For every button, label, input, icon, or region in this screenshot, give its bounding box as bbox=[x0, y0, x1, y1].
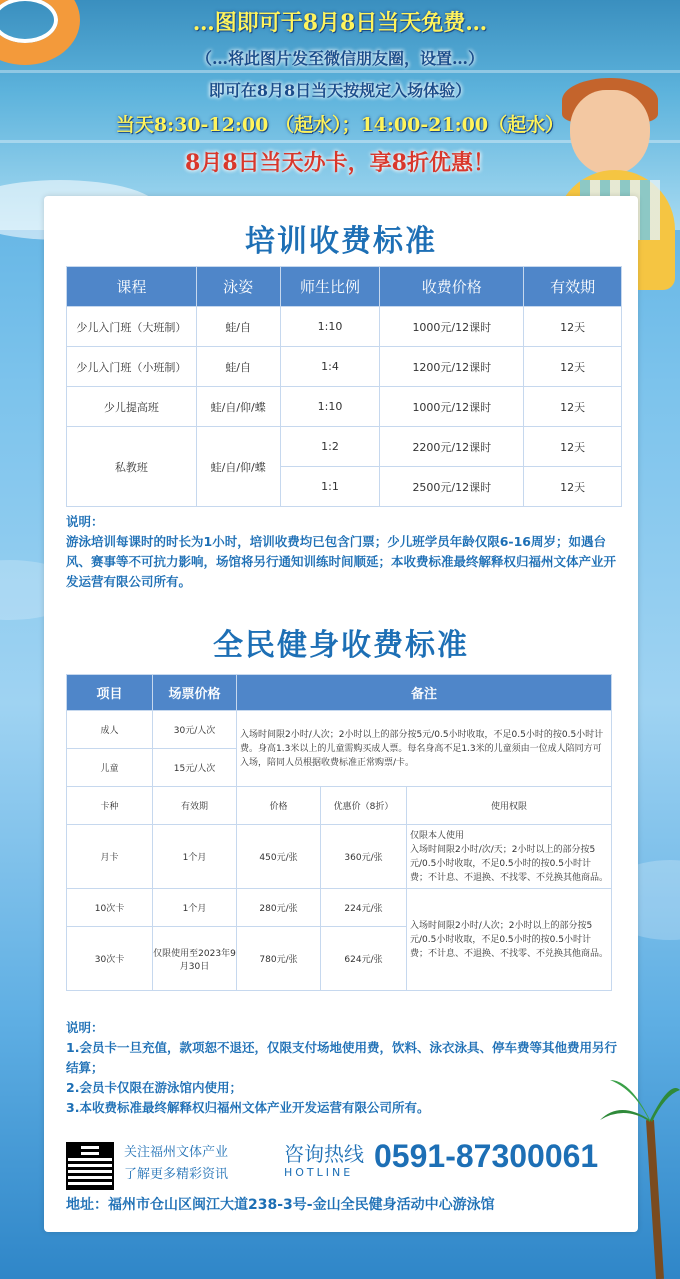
fitness-table bbox=[66, 674, 612, 991]
stroke-cell: 蛙/自 bbox=[196, 347, 280, 387]
card-header: 使用权限 bbox=[407, 787, 612, 825]
stroke-cell: 蛙/自/仰/蝶 bbox=[196, 387, 280, 427]
valid-cell: 12天 bbox=[524, 427, 622, 467]
card-price-cell: 450元/张 bbox=[237, 825, 321, 889]
table-header: 课程 bbox=[67, 267, 197, 307]
price-cell: 2200元/12课时 bbox=[380, 427, 524, 467]
stroke-cell: 蛙/自/仰/蝶 bbox=[196, 427, 280, 507]
table-header: 项目 bbox=[67, 675, 153, 711]
phone-number: 0591-87300061 bbox=[374, 1138, 599, 1174]
course-cell: 少儿提高班 bbox=[67, 387, 197, 427]
follow-text bbox=[124, 1142, 228, 1186]
table-row bbox=[67, 889, 612, 927]
address: 地址：福州市仓山区闽江大道238-3号-金山全民健身活动中心游泳馆 bbox=[66, 1197, 495, 1213]
table-row bbox=[67, 427, 622, 467]
course-cell: 私教班 bbox=[67, 427, 197, 507]
note-title: 说明： bbox=[66, 1020, 104, 1035]
table-row bbox=[67, 825, 612, 889]
card-valid-cell: 1个月 bbox=[153, 889, 237, 927]
table-header: 有效期 bbox=[524, 267, 622, 307]
ticket-item-cell: 成人 bbox=[67, 711, 153, 749]
fitness-note bbox=[66, 1018, 622, 1118]
price-cell: 2500元/12课时 bbox=[380, 467, 524, 507]
hotline-label: 咨询热线 bbox=[284, 1142, 364, 1166]
ratio-cell: 1:4 bbox=[280, 347, 380, 387]
hotline-label-en: HOTLINE bbox=[284, 1166, 354, 1179]
table-row bbox=[67, 347, 622, 387]
ticket-item-cell: 儿童 bbox=[67, 749, 153, 787]
table-row bbox=[67, 787, 612, 825]
card-price-cell: 780元/张 bbox=[237, 927, 321, 991]
banner-line-1: …图即可于8月8日当天免费… bbox=[192, 10, 488, 36]
table-header: 泳姿 bbox=[196, 267, 280, 307]
card-discount-cell: 224元/张 bbox=[321, 889, 407, 927]
banner-line-5: 8月8日当天办卡，享8折优惠！ bbox=[185, 150, 495, 176]
card-type-cell: 月卡 bbox=[67, 825, 153, 889]
ratio-cell: 1:2 bbox=[280, 427, 380, 467]
price-cell: 1200元/12课时 bbox=[380, 347, 524, 387]
table-header: 备注 bbox=[237, 675, 612, 711]
follow-line: 关注福州文体产业 bbox=[124, 1145, 229, 1160]
card-header: 优惠价（8折） bbox=[321, 787, 407, 825]
card-rights-cell: 仅限本人使用 入场时间限2小时/次/天；2小时以上的部分按5元/0.5小时收取，不足0.5小时的按0.5小时计费；不计息、不退换、不找零、不兑换其他商品。 bbox=[407, 825, 612, 889]
stroke-cell: 蛙/自 bbox=[196, 307, 280, 347]
note-item: 2.会员卡仅限在游泳馆内使用； bbox=[66, 1080, 242, 1095]
price-card bbox=[44, 196, 638, 1232]
card-rights-cell: 入场时间限2小时/人次；2小时以上的部分按5元/0.5小时收取，不足0.5小时的按0.5小时计费；不计息、不退换、不找零、不兑换其他商品。 bbox=[407, 889, 612, 991]
ratio-cell: 1:1 bbox=[280, 467, 380, 507]
card-type-cell: 10次卡 bbox=[67, 889, 153, 927]
ticket-price-cell: 30元/人次 bbox=[153, 711, 237, 749]
card-discount-cell: 624元/张 bbox=[321, 927, 407, 991]
course-cell: 少儿入门班（小班制） bbox=[67, 347, 197, 387]
table-header: 场票价格 bbox=[153, 675, 237, 711]
card-header: 价格 bbox=[237, 787, 321, 825]
card-price-cell: 280元/张 bbox=[237, 889, 321, 927]
training-title: 培训收费标准 bbox=[245, 224, 437, 259]
card-valid-cell: 仅限使用至2023年9月30日 bbox=[153, 927, 237, 991]
card-header: 有效期 bbox=[153, 787, 237, 825]
valid-cell: 12天 bbox=[524, 467, 622, 507]
table-row bbox=[67, 307, 622, 347]
banner-line-4: 当天8:30-12:00 （起水）；14:00-21:00（起水） bbox=[115, 114, 565, 136]
card-discount-cell: 360元/张 bbox=[321, 825, 407, 889]
ticket-price-cell: 15元/人次 bbox=[153, 749, 237, 787]
card-header: 卡种 bbox=[67, 787, 153, 825]
banner-line-3: 即可在8月8日当天按规定入场体验） bbox=[208, 81, 472, 100]
price-cell: 1000元/12课时 bbox=[380, 387, 524, 427]
banner-line-2: （…将此图片发至微信朋友圈，设置…） bbox=[195, 49, 484, 68]
fitness-title: 全民健身收费标准 bbox=[213, 628, 469, 663]
training-note bbox=[66, 512, 622, 592]
card-type-cell: 30次卡 bbox=[67, 927, 153, 991]
training-table bbox=[66, 266, 622, 507]
note-item: 1.会员卡一旦充值，款项恕不退还，仅限支付场地使用费，饮料、泳衣泳具、停车费等其他费用另行结算； bbox=[66, 1040, 617, 1075]
valid-cell: 12天 bbox=[524, 347, 622, 387]
note-title: 说明： bbox=[66, 514, 104, 529]
course-cell: 少儿入门班（大班制） bbox=[67, 307, 197, 347]
ratio-cell: 1:10 bbox=[280, 387, 380, 427]
price-cell: 1000元/12课时 bbox=[380, 307, 524, 347]
card-valid-cell: 1个月 bbox=[153, 825, 237, 889]
ticket-note-cell: 入场时间限2小时/人次；2小时以上的部分按5元/0.5小时收取，不足0.5小时的按0.5小时计费。身高1.3米以上的儿童需购买成人票。每名身高不足1.3米的儿童须由一位成人陪同方可入场，陪同人员根据收费标准正常购票/卡。 bbox=[237, 711, 612, 787]
note-text: 游泳培训每课时的时长为1小时，培训收费均已包含门票；少儿班学员年龄仅限6-16周岁；如遇台风、赛事等不可抗力影响，场馆将另行通知训练时间顺延；本收费标准最终解释权归福州文体产业开发运营有限公司所有。 bbox=[66, 534, 617, 589]
table-header: 师生比例 bbox=[280, 267, 380, 307]
table-row bbox=[67, 711, 612, 749]
valid-cell: 12天 bbox=[524, 307, 622, 347]
palm-tree-icon bbox=[600, 1060, 680, 1279]
qr-code-icon bbox=[66, 1142, 114, 1190]
ratio-cell: 1:10 bbox=[280, 307, 380, 347]
note-item: 3.本收费标准最终解释权归福州文体产业开发运营有限公司所有。 bbox=[66, 1100, 430, 1115]
table-row bbox=[67, 387, 622, 427]
table-header: 收费价格 bbox=[380, 267, 524, 307]
valid-cell: 12天 bbox=[524, 387, 622, 427]
follow-line: 了解更多精彩资讯 bbox=[124, 1167, 229, 1182]
